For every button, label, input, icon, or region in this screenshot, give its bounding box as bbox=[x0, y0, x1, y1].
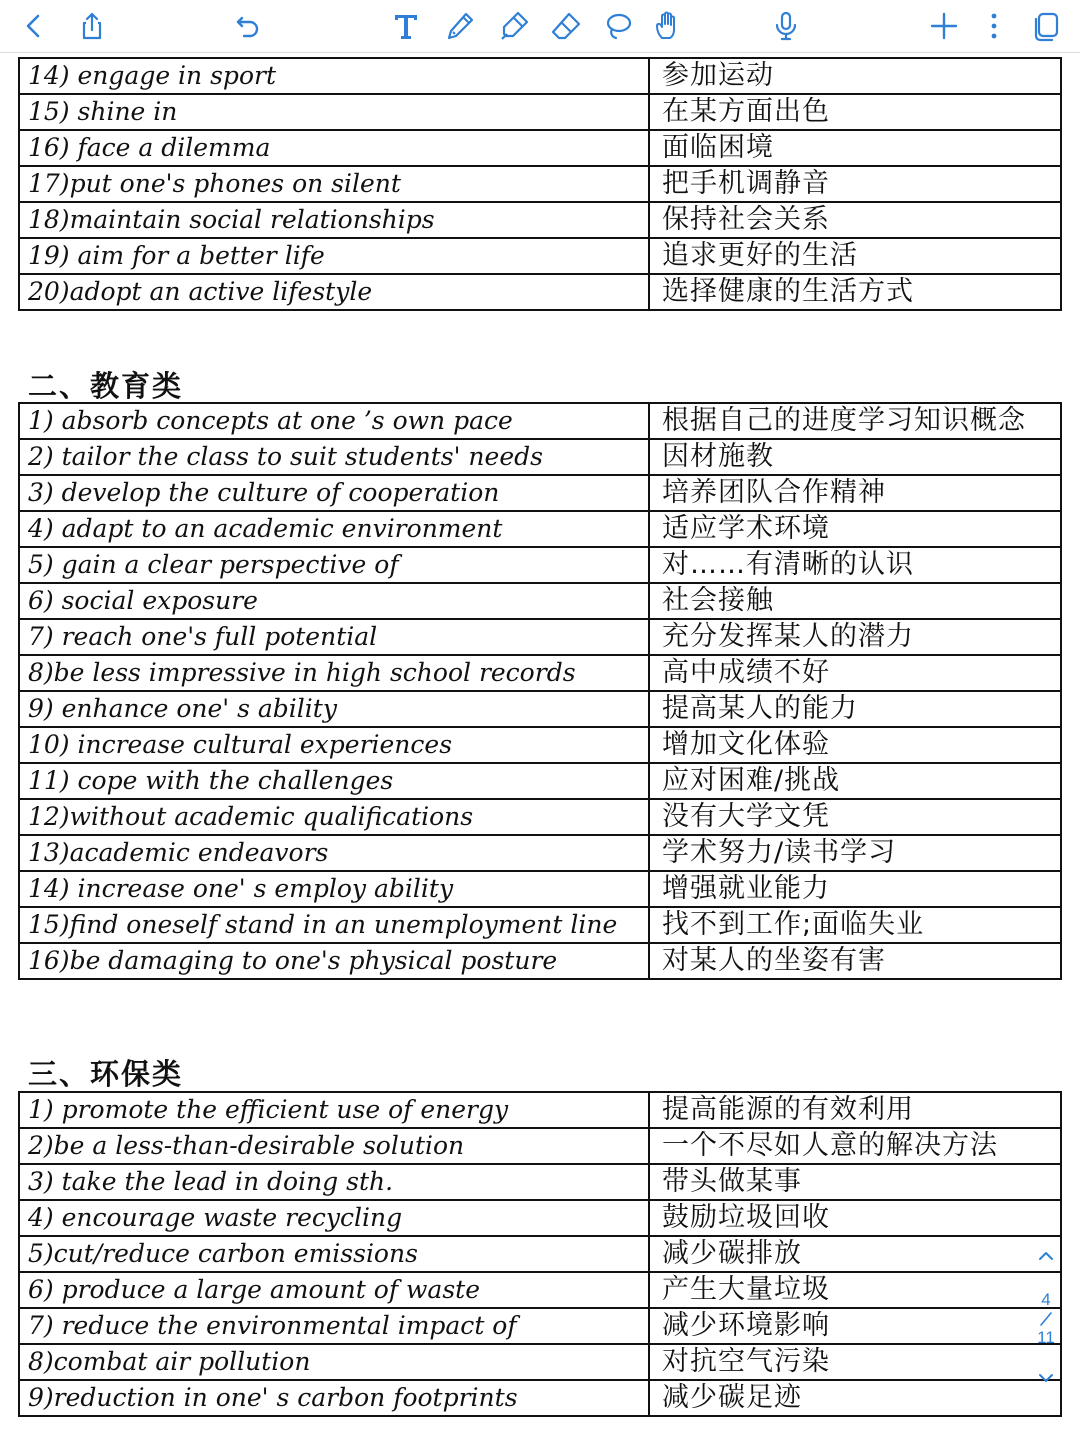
table-row bbox=[19, 655, 1061, 691]
chinese-meaning: 面临困境 bbox=[649, 130, 1061, 166]
english-phrase: 19) aim for a better life bbox=[19, 238, 649, 274]
table-row bbox=[19, 727, 1061, 763]
table-row bbox=[19, 799, 1061, 835]
back-icon[interactable] bbox=[14, 4, 54, 48]
chinese-meaning: 学术努力/读书学习 bbox=[649, 835, 1061, 871]
current-page-number: 4 bbox=[1041, 1290, 1051, 1309]
chinese-meaning: 根据自己的进度学习知识概念 bbox=[649, 403, 1061, 439]
chinese-meaning: 找不到工作;面临失业 bbox=[649, 907, 1061, 943]
table-row bbox=[19, 1380, 1061, 1416]
table-row bbox=[19, 1200, 1061, 1236]
highlighter-icon[interactable] bbox=[494, 4, 534, 48]
table-row bbox=[19, 511, 1061, 547]
english-phrase: 13)academic endeavors bbox=[19, 835, 649, 871]
english-phrase: 2) tailor the class to suit students' needs bbox=[19, 439, 649, 475]
english-phrase: 12)without academic qualifications bbox=[19, 799, 649, 835]
undo-icon[interactable] bbox=[228, 4, 268, 48]
english-phrase: 14) increase one' s employ ability bbox=[19, 871, 649, 907]
chinese-meaning: 产生大量垃圾 bbox=[649, 1272, 1061, 1308]
toolbar bbox=[0, 0, 1080, 53]
table-row bbox=[19, 1092, 1061, 1128]
chinese-meaning: 鼓励垃圾回收 bbox=[649, 1200, 1061, 1236]
table-row bbox=[19, 547, 1061, 583]
section-title-education: 二、教育类 bbox=[28, 369, 184, 403]
english-phrase: 15) shine in bbox=[19, 94, 649, 130]
english-phrase: 20)adopt an active lifestyle bbox=[19, 274, 649, 310]
english-phrase: 5) gain a clear perspective of bbox=[19, 547, 649, 583]
chinese-meaning: 增强就业能力 bbox=[649, 871, 1061, 907]
chinese-meaning: 因材施教 bbox=[649, 439, 1061, 475]
page-indicator bbox=[1026, 1246, 1066, 1396]
table-row bbox=[19, 238, 1061, 274]
chinese-meaning: 减少碳足迹 bbox=[649, 1380, 1061, 1416]
page-down-icon[interactable] bbox=[1036, 1368, 1056, 1388]
english-phrase: 7) reduce the environmental impact of bbox=[19, 1308, 649, 1344]
chinese-meaning: 应对困难/挑战 bbox=[649, 763, 1061, 799]
hand-icon[interactable] bbox=[648, 4, 688, 48]
pages-icon[interactable] bbox=[1026, 4, 1066, 48]
page-up-icon[interactable] bbox=[1036, 1246, 1056, 1266]
table-row bbox=[19, 274, 1061, 310]
english-phrase: 8)be less impressive in high school records bbox=[19, 655, 649, 691]
chinese-meaning: 提高某人的能力 bbox=[649, 691, 1061, 727]
vocab-table-education bbox=[18, 402, 1062, 980]
table-row bbox=[19, 943, 1061, 979]
table-row bbox=[19, 763, 1061, 799]
table-row bbox=[19, 583, 1061, 619]
english-phrase: 15)find oneself stand in an unemployment line bbox=[19, 907, 649, 943]
chinese-meaning: 追求更好的生活 bbox=[649, 238, 1061, 274]
table-row bbox=[19, 1164, 1061, 1200]
chinese-meaning: 在某方面出色 bbox=[649, 94, 1061, 130]
table-row bbox=[19, 94, 1061, 130]
english-phrase: 3) develop the culture of cooperation bbox=[19, 475, 649, 511]
english-phrase: 18)maintain social relationships bbox=[19, 202, 649, 238]
table-row bbox=[19, 1272, 1061, 1308]
english-phrase: 3) take the lead in doing sth. bbox=[19, 1164, 649, 1200]
table-row bbox=[19, 130, 1061, 166]
table-row bbox=[19, 475, 1061, 511]
chinese-meaning: 对……有清晰的认识 bbox=[649, 547, 1061, 583]
table-row bbox=[19, 202, 1061, 238]
chinese-meaning: 减少环境影响 bbox=[649, 1308, 1061, 1344]
table-row bbox=[19, 619, 1061, 655]
section-title-environment: 三、环保类 bbox=[28, 1057, 184, 1091]
english-phrase: 6) social exposure bbox=[19, 583, 649, 619]
english-phrase: 9) enhance one' s ability bbox=[19, 691, 649, 727]
chinese-meaning: 没有大学文凭 bbox=[649, 799, 1061, 835]
english-phrase: 6) produce a large amount of waste bbox=[19, 1272, 649, 1308]
pen-icon[interactable] bbox=[440, 4, 480, 48]
table-row bbox=[19, 871, 1061, 907]
table-row bbox=[19, 907, 1061, 943]
chinese-meaning: 高中成绩不好 bbox=[649, 655, 1061, 691]
page-divider-icon bbox=[1036, 1310, 1056, 1328]
table-row bbox=[19, 1236, 1061, 1272]
chinese-meaning: 提高能源的有效利用 bbox=[649, 1092, 1061, 1128]
eraser-icon[interactable] bbox=[546, 4, 586, 48]
english-phrase: 11) cope with the challenges bbox=[19, 763, 649, 799]
table-row bbox=[19, 835, 1061, 871]
table-row bbox=[19, 58, 1061, 94]
chinese-meaning: 适应学术环境 bbox=[649, 511, 1061, 547]
total-page-number: 11 bbox=[1037, 1328, 1055, 1347]
english-phrase: 9)reduction in one' s carbon footprints bbox=[19, 1380, 649, 1416]
chinese-meaning: 减少碳排放 bbox=[649, 1236, 1061, 1272]
table-row bbox=[19, 403, 1061, 439]
english-phrase: 4) encourage waste recycling bbox=[19, 1200, 649, 1236]
english-phrase: 16) face a dilemma bbox=[19, 130, 649, 166]
vocab-table-1 bbox=[18, 57, 1062, 311]
mic-icon[interactable] bbox=[766, 4, 806, 48]
table-row bbox=[19, 691, 1061, 727]
english-phrase: 17)put one's phones on silent bbox=[19, 166, 649, 202]
table-row bbox=[19, 1308, 1061, 1344]
chinese-meaning: 社会接触 bbox=[649, 583, 1061, 619]
chinese-meaning: 对某人的坐姿有害 bbox=[649, 943, 1061, 979]
lasso-icon[interactable] bbox=[598, 4, 638, 48]
table-row bbox=[19, 1128, 1061, 1164]
english-phrase: 10) increase cultural experiences bbox=[19, 727, 649, 763]
chinese-meaning: 培养团队合作精神 bbox=[649, 475, 1061, 511]
more-icon[interactable] bbox=[974, 4, 1014, 48]
english-phrase: 4) adapt to an academic environment bbox=[19, 511, 649, 547]
vocab-table-environment bbox=[18, 1091, 1062, 1417]
english-phrase: 1) promote the efficient use of energy bbox=[19, 1092, 649, 1128]
chinese-meaning: 对抗空气污染 bbox=[649, 1344, 1061, 1380]
text-tool-icon[interactable] bbox=[386, 4, 426, 48]
chinese-meaning: 充分发挥某人的潜力 bbox=[649, 619, 1061, 655]
chinese-meaning: 参加运动 bbox=[649, 58, 1061, 94]
table-row bbox=[19, 439, 1061, 475]
chinese-meaning: 把手机调静音 bbox=[649, 166, 1061, 202]
english-phrase: 14) engage in sport bbox=[19, 58, 649, 94]
add-icon[interactable] bbox=[924, 4, 964, 48]
table-row bbox=[19, 1344, 1061, 1380]
english-phrase: 8)combat air pollution bbox=[19, 1344, 649, 1380]
share-icon[interactable] bbox=[72, 4, 112, 48]
chinese-meaning: 带头做某事 bbox=[649, 1164, 1061, 1200]
english-phrase: 7) reach one's full potential bbox=[19, 619, 649, 655]
note-page[interactable] bbox=[0, 52, 1080, 1440]
english-phrase: 5)cut/reduce carbon emissions bbox=[19, 1236, 649, 1272]
english-phrase: 16)be damaging to one's physical posture bbox=[19, 943, 649, 979]
chinese-meaning: 保持社会关系 bbox=[649, 202, 1061, 238]
chinese-meaning: 增加文化体验 bbox=[649, 727, 1061, 763]
chinese-meaning: 选择健康的生活方式 bbox=[649, 274, 1061, 310]
english-phrase: 1) absorb concepts at one ’s own pace bbox=[19, 403, 649, 439]
english-phrase: 2)be a less-than-desirable solution bbox=[19, 1128, 649, 1164]
table-row bbox=[19, 166, 1061, 202]
chinese-meaning: 一个不尽如人意的解决方法 bbox=[649, 1128, 1061, 1164]
